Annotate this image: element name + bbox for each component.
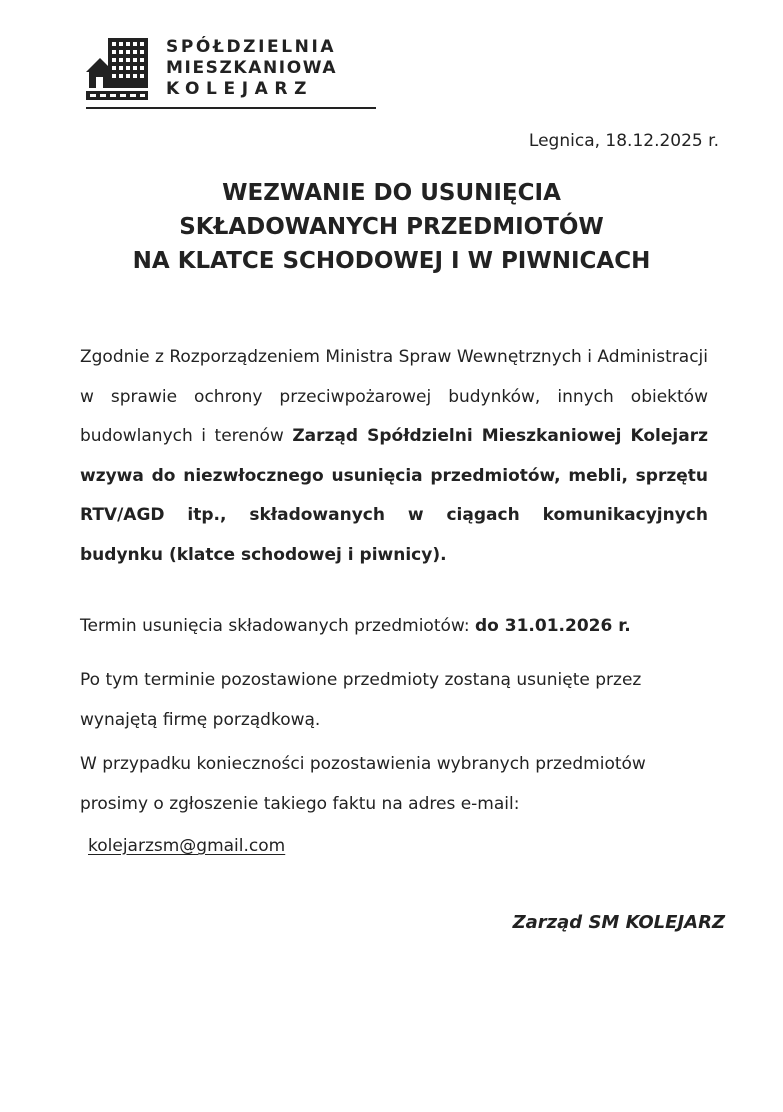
signature: Zarząd SM KOLEJARZ [512,912,725,933]
building-house-icon [86,36,152,102]
logo-line-2: MIESZKANIOWA [166,58,338,78]
logo-line-3: KOLEJARZ [166,79,314,99]
place-date: Legnica, 18.12.2025 r. [528,131,719,151]
deadline-value: do 31.01.2026 r. [475,616,631,636]
logo-text [166,37,337,100]
deadline-label: Termin usunięcia składowanych przedmiotów: [80,616,475,636]
title-line-3: NA KLATCE SCHODOWEJ I W PIWNICACH [132,248,651,274]
title-line-1: WEZWANIE DO USUNIĘCIA [222,180,561,206]
paragraph-summons-bold: Zarząd Spółdzielni Mieszkaniowej Kolejarz wzywa do niezwłocznego usunięcia przedmiotów, mebli, sprzętu RTV/AGD itp., składowanych w ciągach komunikacyjnych budynku (klatce schodowej i piwnicy). [80,426,708,565]
logo-underline [86,107,376,109]
paragraph-removal-text: Po tym terminie pozostawione przedmioty zostaną usunięte przez wynajętą firmę porządkową. [80,670,642,730]
cooperative-logo [86,36,376,112]
paragraph-removal [80,660,708,740]
email-link[interactable]: kolejarzsm@gmail.com [88,836,286,856]
title-line-2: SKŁADOWANYCH PRZEDMIOTÓW [179,214,604,240]
document-title [0,176,783,278]
paragraph-contact-text: W przypadku konieczności pozostawienia wybranych przedmiotów prosimy o zgłoszenie takiego faktu na adres e-mail: [80,754,646,814]
paragraph-contact [80,744,708,824]
deadline-line [80,611,708,641]
paragraph-summons [80,338,708,575]
paragraph-summons-intro: Zgodnie z Rozporządzeniem Ministra Spraw Wewnętrznych i Administracji w sprawie ochrony przeciwpożarowej budynków, innych obiektów budowlanych i terenów [80,347,708,446]
logo-line-1: SPÓŁDZIELNIA [166,37,337,57]
